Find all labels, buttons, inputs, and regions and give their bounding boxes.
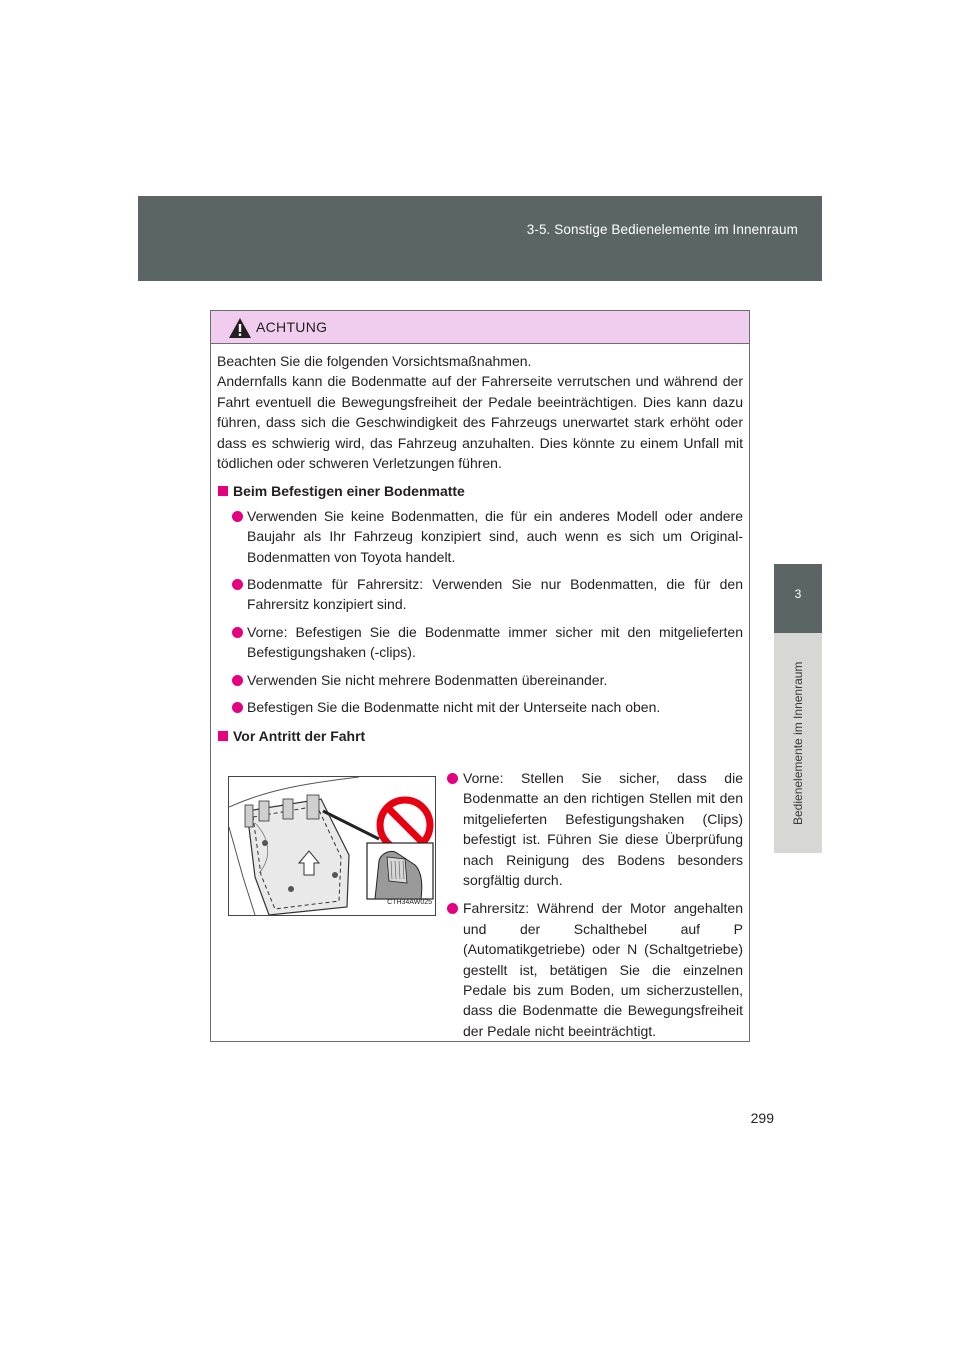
warning-title: ACHTUNG [256, 319, 328, 335]
section-heading-mounting [217, 481, 743, 501]
list-item-text: Fahrersitz: Während der Motor angehalten und der Schalthebel auf P (Automatikgetriebe) oder N (Schaltgetriebe) gestellt ist, betätigen Sie die einzelnen Pedale bis zum Boden, um sicherzustellen, dass die Bodenmatte die Bewegungsfreiheit der Pedale nicht beeinträchtigt. [463, 900, 743, 1039]
list-item-text: Verwenden Sie nicht mehrere Bodenmatten übereinander. [247, 671, 608, 688]
bullet-dot-icon [232, 579, 243, 590]
square-bullet-icon [218, 731, 228, 741]
bullet-dot-icon [447, 903, 458, 914]
chapter-number: 3 [794, 587, 802, 601]
section-heading-before-driving [217, 726, 743, 746]
chapter-tab [774, 564, 822, 633]
list-item [217, 670, 743, 690]
warning-intro-text: Andernfalls kann die Bodenmatte auf der Fahrerseite verrutschen und während der Fahrt eventuell die Bewegungsfreiheit der Pedale beeinträchtigen. Dies kann dazu führen, dass sich die Geschwindigkeit des Fahrzeugs unerwartet stark erhöht oder dass es schwierig wird, das Fahrzeug anzuhalten. Dies könnte zu einem Unfall mit tödlichen oder schweren Verletzungen führen. [217, 373, 743, 472]
figure-code: CTH34AW025 [387, 898, 432, 906]
list-item [217, 506, 743, 567]
chapter-label-tab [774, 633, 822, 853]
section-heading-label: Beim Befestigen einer Bodenmatte [233, 483, 465, 500]
figure-area [217, 750, 743, 1050]
list-item [445, 898, 743, 1041]
floor-mat-illustration [228, 776, 436, 916]
section-header-band [138, 196, 822, 281]
figure-side-list [445, 768, 743, 1049]
section-title: 3-5. Sonstige Bedienelemente im Innenraum [526, 222, 798, 237]
bullet-dot-icon [232, 627, 243, 638]
chapter-label: Bedienelemente im Innenraum [791, 661, 805, 825]
warning-intro-line: Beachten Sie die folgenden Vorsichtsmaßnahmen. [217, 353, 532, 369]
list-item-text: Verwenden Sie keine Bodenmatten, die für ein anderes Modell oder andere Baujahr als Ihr Fahrzeug konzipiert sind, auch wenn es sich um Original-Bodenmatten von Toyota handelt. [247, 507, 743, 565]
list-item [217, 697, 743, 717]
list-item-text: Befestigen Sie die Bodenmatte nicht mit der Unterseite nach oben. [247, 699, 661, 716]
bullet-dot-icon [232, 511, 243, 522]
square-bullet-icon [218, 486, 228, 496]
list-item-text: Vorne: Stellen Sie sicher, dass die Bodenmatte an den richtigen Stellen mit den mitgelieferten Befestigungshaken (Clips) befestigt ist. Führen Sie diese Überprüfung nach Reinigung des Bodens besonders sorgfältig durch. [463, 769, 743, 888]
warning-header [211, 311, 749, 344]
list-item-text: Vorne: Befestigen Sie die Bodenmatte immer sicher mit den mitgelieferten Befestigungshaken (-clips). [247, 623, 743, 661]
warning-body [217, 351, 743, 1050]
bullet-dot-icon [232, 675, 243, 686]
list-item [217, 574, 743, 615]
bullet-dot-icon [232, 702, 243, 713]
warning-triangle-icon [228, 317, 252, 339]
list-item [445, 768, 743, 890]
warning-box [210, 310, 750, 1042]
section-heading-label: Vor Antritt der Fahrt [233, 727, 366, 744]
list-item [217, 622, 743, 663]
list-item-text: Bodenmatte für Fahrersitz: Verwenden Sie nur Bodenmatten, die für den Fahrersitz konzipiert sind. [247, 576, 743, 613]
bullet-dot-icon [447, 773, 458, 784]
page-number: 299 [750, 1110, 774, 1126]
